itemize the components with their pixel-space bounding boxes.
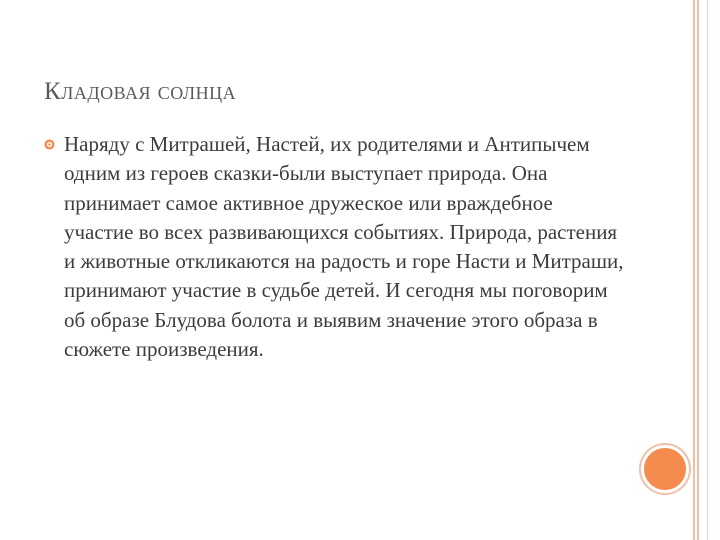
bullet-item xyxy=(44,130,624,364)
slide-title: Кладовая солнца xyxy=(44,78,237,105)
orange-circle-icon xyxy=(641,445,689,493)
bullet-list xyxy=(44,130,624,364)
orange-ring-bullet-icon xyxy=(44,139,55,150)
frame-border-edge xyxy=(707,0,708,540)
frame-border-outer xyxy=(693,0,695,540)
bullet-text: Наряду с Митрашей, Настей, их родителями и Антипычем одним из героев сказки-были выступает природа. Она принимает самое активное дружеское или враждебное участие во всех развивающихся событиях. Природа, растения и животные откликаются на радость и горе Насти и Митраши, принимают участие в судьбе детей. И сегодня мы поговорим об образе Блудова болота и выявим значение этого образа в сюжете произведения. xyxy=(64,132,624,362)
frame-border-inner xyxy=(697,0,699,540)
